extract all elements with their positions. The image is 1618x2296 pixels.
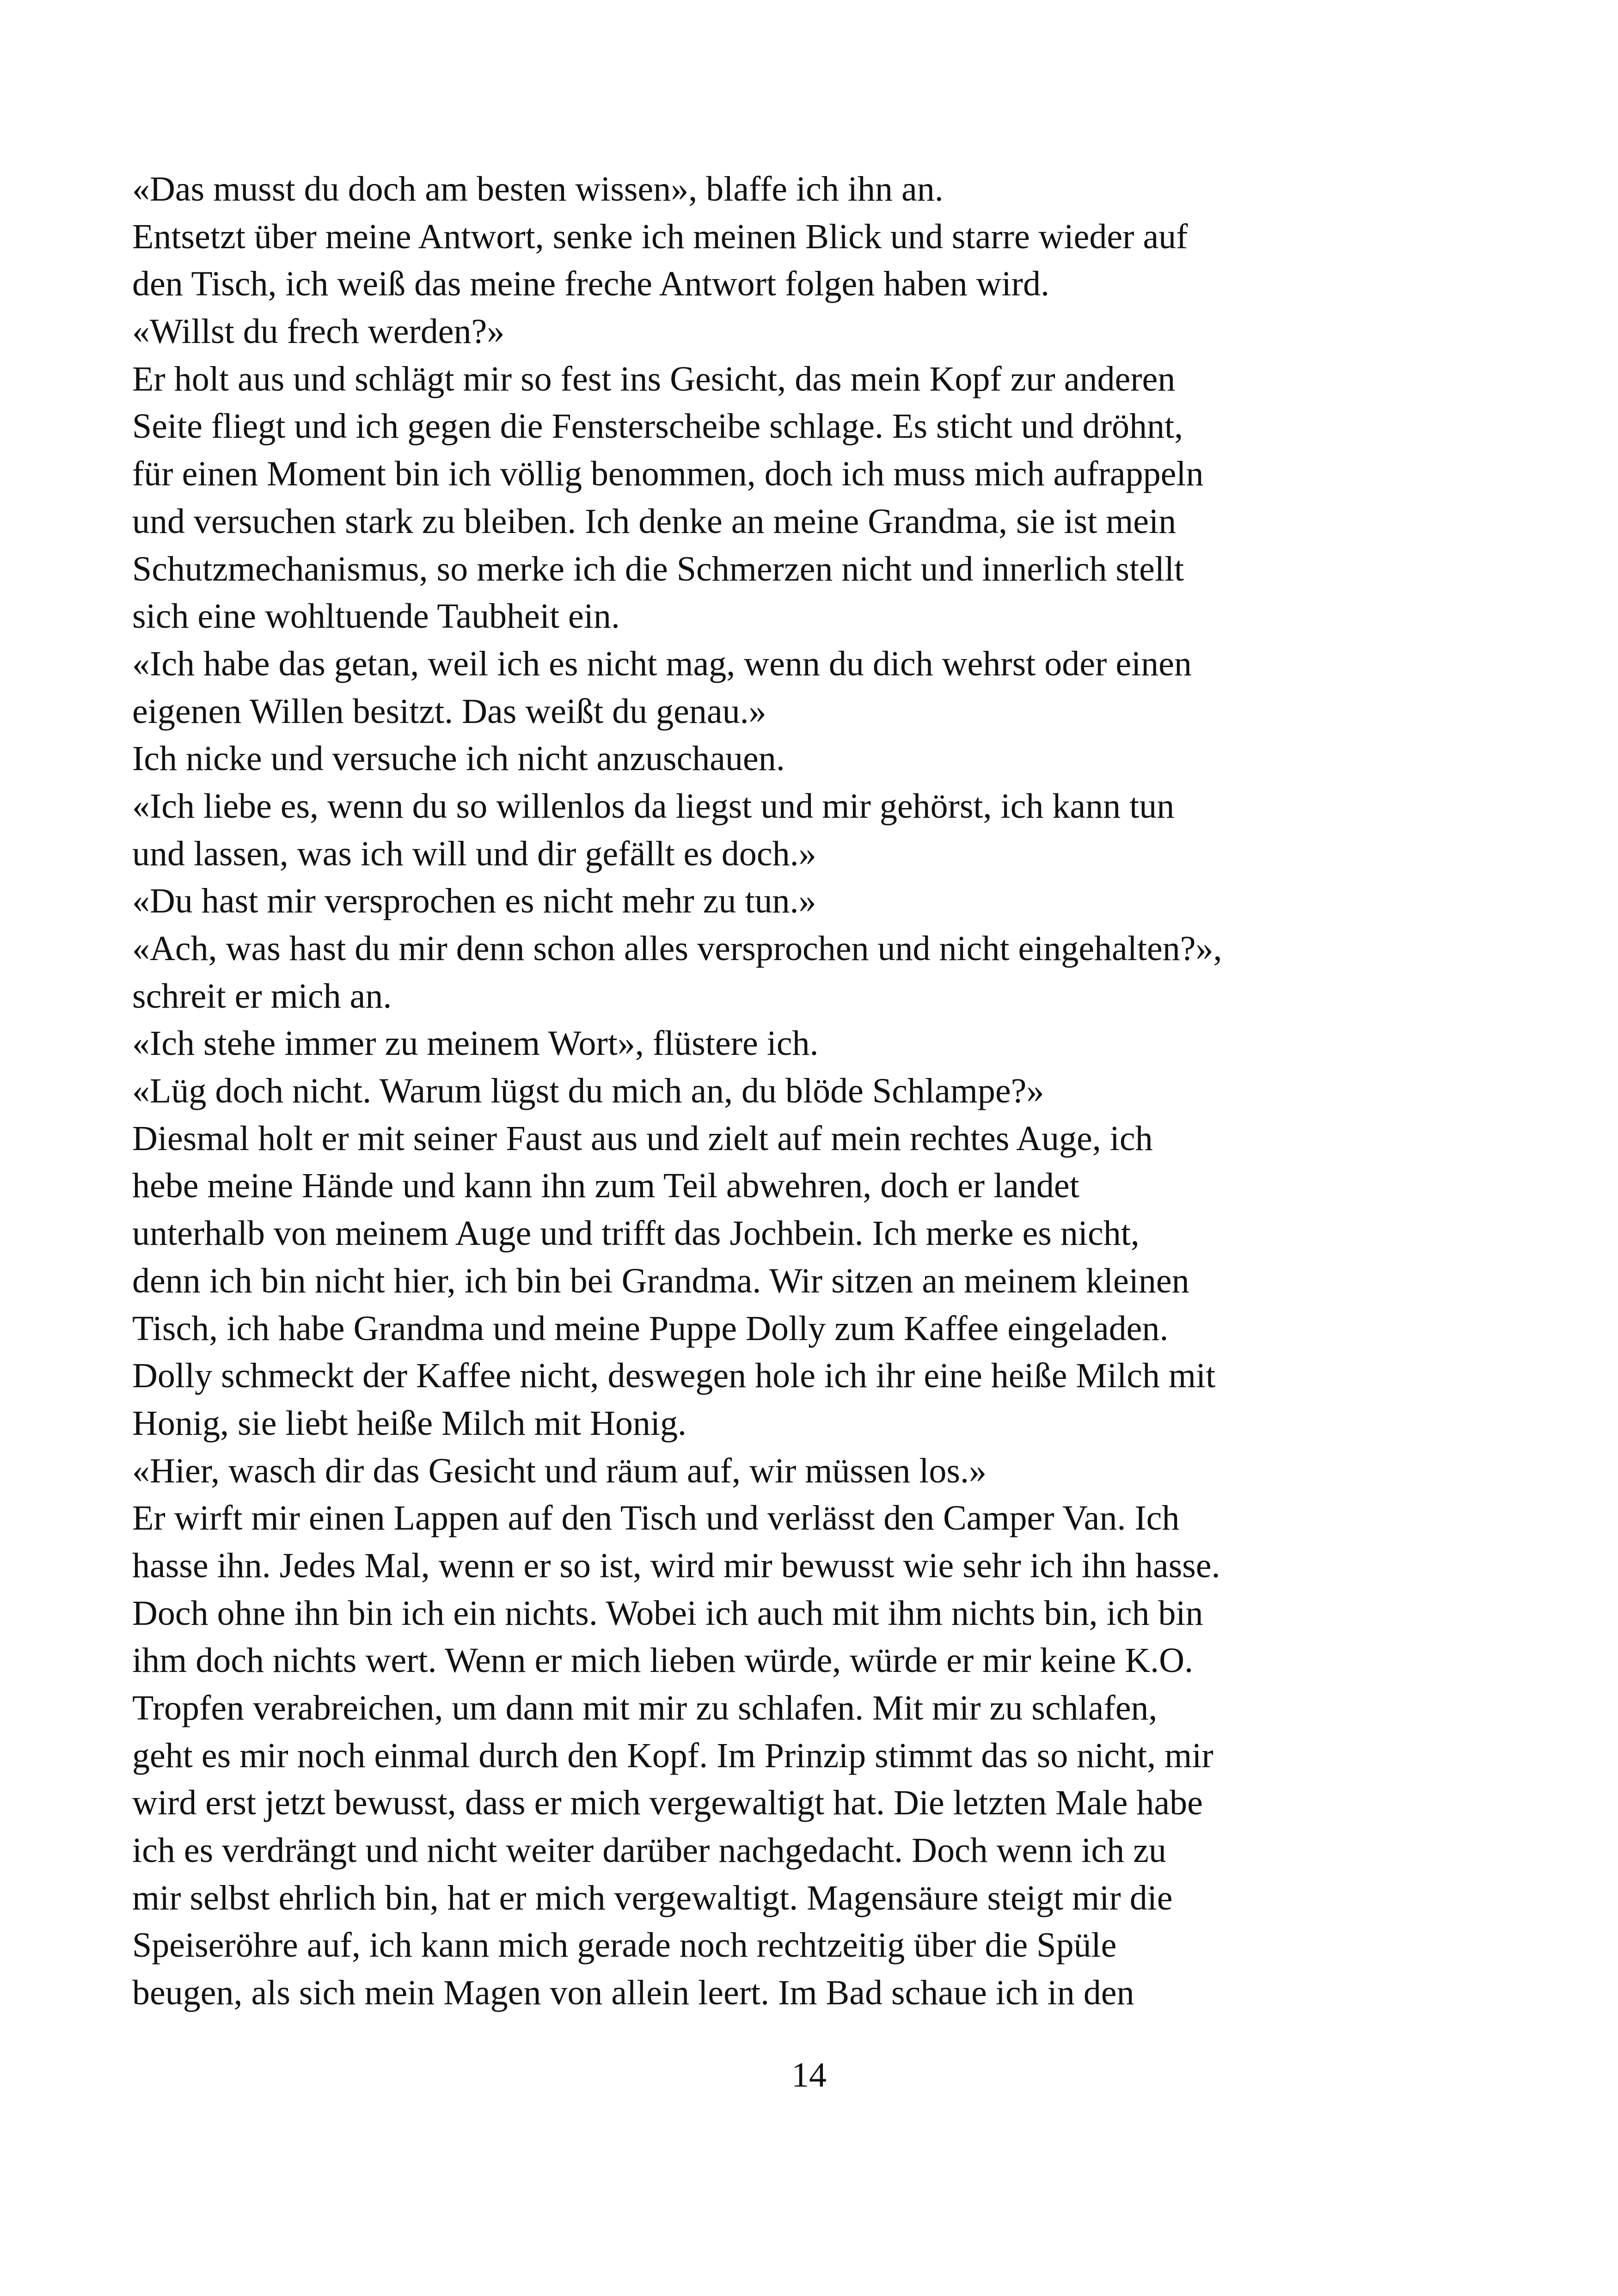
text-line: wird erst jetzt bewusst, dass er mich vergewaltigt hat. Die letzten Male habe [132, 1783, 1203, 1823]
text-line: Tisch, ich habe Grandma und meine Puppe Dolly zum Kaffee eingeladen. [132, 1309, 1169, 1348]
text-line: «Hier, wasch dir das Gesicht und räum auf, wir müssen los.» [132, 1451, 987, 1490]
text-line: «Ich habe das getan, weil ich es nicht mag, wenn du dich wehrst oder einen [132, 644, 1192, 683]
text-line: Doch ohne ihn bin ich ein nichts. Wobei ich auch mit ihm nichts bin, ich bin [132, 1593, 1203, 1633]
text-line: Seite fliegt und ich gegen die Fensterscheibe schlage. Es sticht und dröhnt, [132, 407, 1183, 446]
text-line: mir selbst ehrlich bin, hat er mich vergewaltigt. Magensäure steigt mir die [132, 1878, 1173, 1917]
text-line: «Willst du frech werden?» [132, 312, 505, 351]
page-number: 14 [791, 2056, 827, 2094]
text-line: hasse ihn. Jedes Mal, wenn er so ist, wird mir bewusst wie sehr ich ihn hasse. [132, 1546, 1220, 1585]
text-line: ich es verdrängt und nicht weiter darüber nachgedacht. Doch wenn ich zu [132, 1831, 1166, 1870]
text-line: denn ich bin nicht hier, ich bin bei Grandma. Wir sitzen an meinem kleinen [132, 1261, 1189, 1300]
text-line: Ich nicke und versuche ich nicht anzuschauen. [132, 739, 785, 778]
text-line: Er holt aus und schlägt mir so fest ins Gesicht, das mein Kopf zur anderen [132, 359, 1176, 398]
text-line: Schutzmechanismus, so merke ich die Schmerzen nicht und innerlich stellt [132, 549, 1184, 588]
text-line: und versuchen stark zu bleiben. Ich denke an meine Grandma, sie ist mein [132, 502, 1177, 541]
text-line: Tropfen verabreichen, um dann mit mir zu schlafen. Mit mir zu schlafen, [132, 1689, 1158, 1727]
text-line: Honig, sie liebt heiße Milch mit Honig. [132, 1403, 686, 1443]
text-line: und lassen, was ich will und dir gefällt es doch.» [132, 834, 816, 873]
text-line: Dolly schmeckt der Kaffee nicht, deswegen hole ich ihr eine heiße Milch mit [132, 1356, 1216, 1396]
text-line: den Tisch, ich weiß das meine freche Antwort folgen haben wird. [132, 264, 1049, 304]
text-line: unterhalb von meinem Auge und trifft das Jochbein. Ich merke es nicht, [132, 1214, 1140, 1253]
text-line: «Ich stehe immer zu meinem Wort», flüstere ich. [132, 1024, 819, 1063]
text-line: ihm doch nichts wert. Wenn er mich lieben würde, würde er mir keine K.O. [132, 1641, 1194, 1680]
text-line: Er wirft mir einen Lappen auf den Tisch und verlässt den Camper Van. Ich [132, 1499, 1180, 1538]
text-line: für einen Moment bin ich völlig benommen, doch ich muss mich aufrappeln [132, 454, 1204, 494]
text-line: beugen, als sich mein Magen von allein leert. Im Bad schaue ich in den [132, 1973, 1134, 2013]
text-line: «Ich liebe es, wenn du so willenlos da liegst und mir gehörst, ich kann tun [132, 786, 1175, 826]
text-line: eigenen Willen besitzt. Das weißt du genau.» [132, 692, 766, 731]
text-line: Entsetzt über meine Antwort, senke ich meinen Blick und starre wieder auf [132, 217, 1188, 256]
body-text [132, 165, 1422, 2017]
text-line: sich eine wohltuende Taubheit ein. [132, 597, 620, 636]
text-line: «Das musst du doch am besten wissen», blaffe ich ihn an. [132, 170, 944, 208]
text-line: Speiseröhre auf, ich kann mich gerade noch rechtzeitig über die Spüle [132, 1926, 1117, 1965]
text-line: schreit er mich an. [132, 976, 392, 1016]
text-line: «Lüg doch nicht. Warum lügst du mich an, du blöde Schlampe?» [132, 1071, 1044, 1111]
text-line: «Ach, was hast du mir denn schon alles versprochen und nicht eingehalten?», [132, 929, 1222, 968]
text-line: hebe meine Hände und kann ihn zum Teil abwehren, doch er landet [132, 1166, 1079, 1206]
text-line: Diesmal holt er mit seiner Faust aus und zielt auf mein rechtes Auge, ich [132, 1119, 1153, 1158]
text-line: geht es mir noch einmal durch den Kopf. Im Prinzip stimmt das so nicht, mir [132, 1736, 1214, 1775]
text-line: «Du hast mir versprochen es nicht mehr zu tun.» [132, 882, 816, 921]
